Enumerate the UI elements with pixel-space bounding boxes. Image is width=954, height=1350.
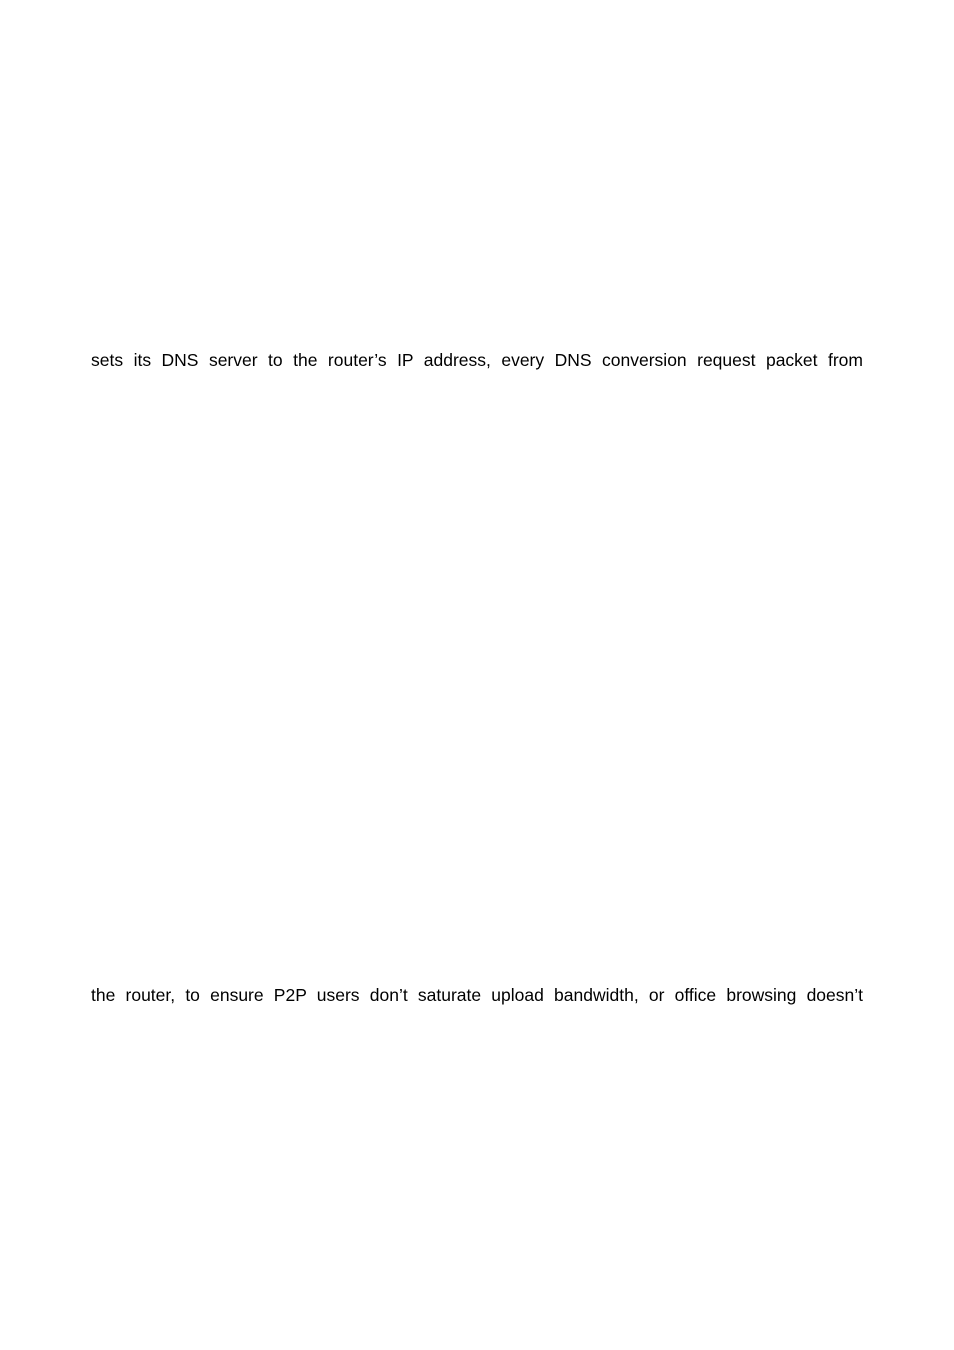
- body-text-line-dns: sets its DNS server to the router’s IP address, every DNS conversion request packet from: [91, 350, 863, 370]
- body-text-line-bandwidth: the router, to ensure P2P users don’t saturate upload bandwidth, or office browsing doesn’t: [91, 985, 863, 1005]
